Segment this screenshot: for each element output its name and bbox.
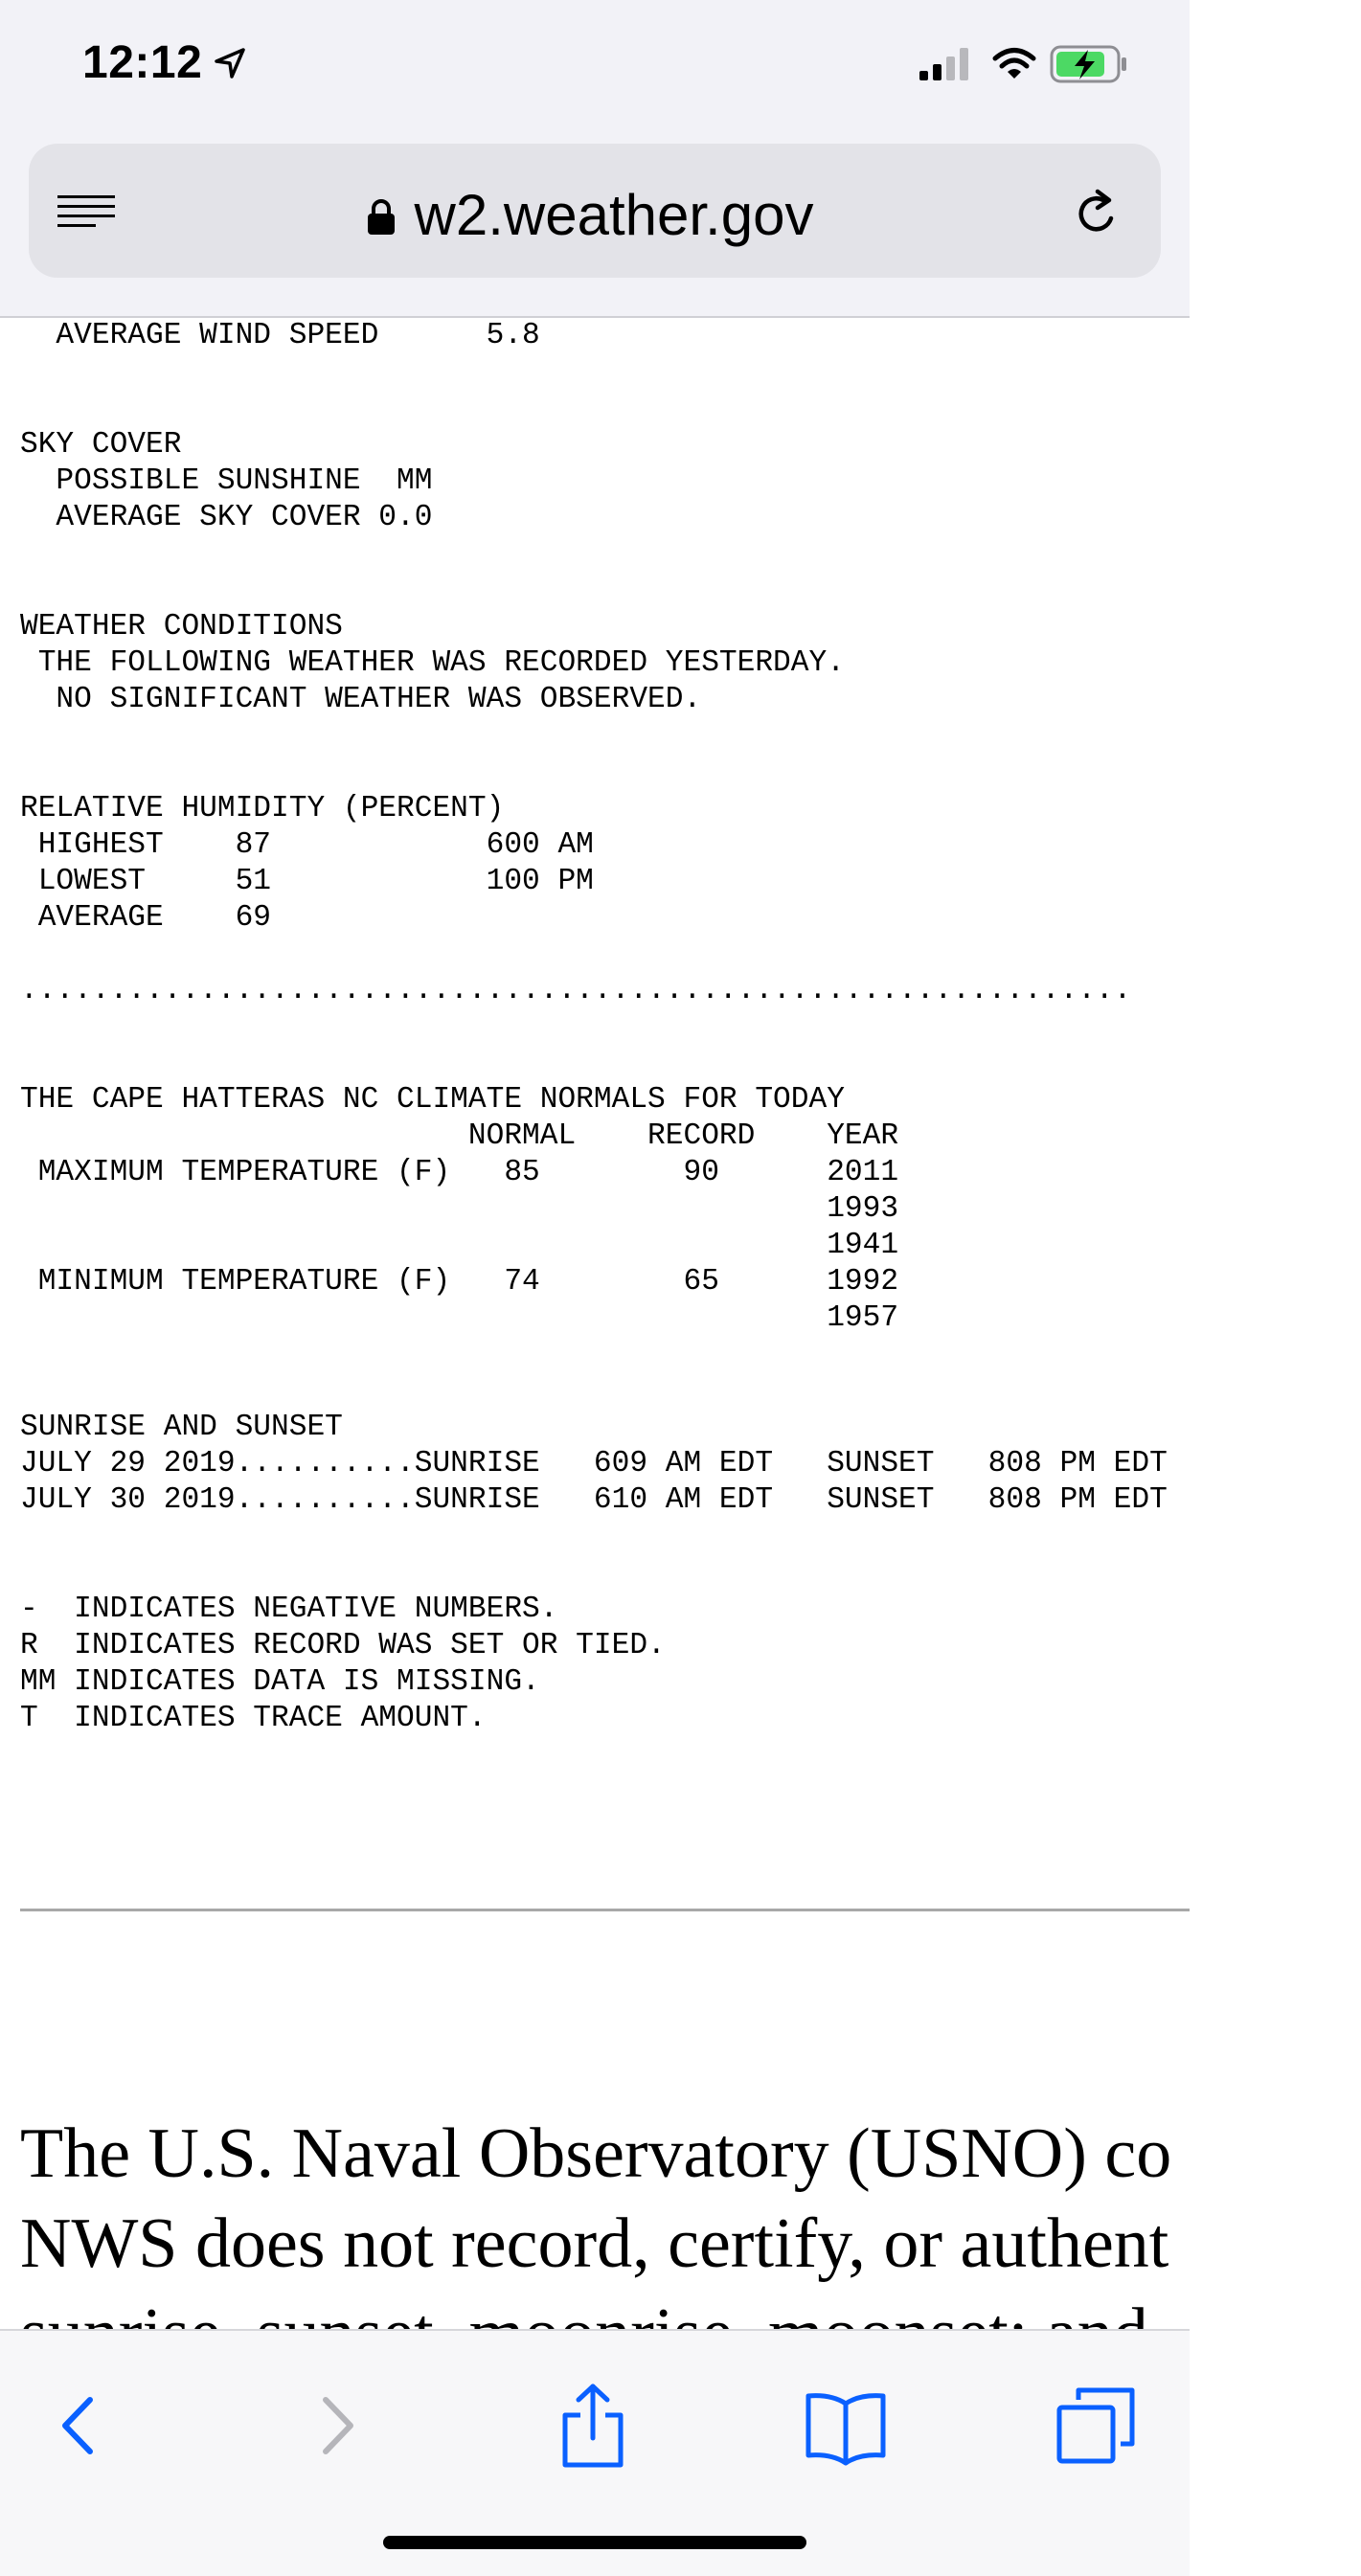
report-line: SUNRISE AND SUNSET	[20, 1411, 343, 1444]
report-line: T INDICATES TRACE AMOUNT.	[20, 1702, 487, 1735]
report-line: WEATHER CONDITIONS	[20, 610, 343, 644]
disclaimer-line-2: NWS does not record, certify, or authent	[20, 2204, 1169, 2283]
report-line: 1993	[20, 1192, 899, 1226]
tabs-icon[interactable]	[1054, 2383, 1140, 2469]
report-line: AVERAGE 69	[20, 901, 272, 935]
report-line: MM INDICATES DATA IS MISSING.	[20, 1665, 540, 1699]
reload-icon[interactable]	[1073, 190, 1123, 239]
url-text[interactable]: w2.weather.gov	[414, 183, 814, 247]
report-line: R INDICATES RECORD WAS SET OR TIED.	[20, 1629, 666, 1662]
report-line: HIGHEST 87 600 AM	[20, 828, 594, 862]
report-line: THE CAPE HATTERAS NC CLIMATE NORMALS FOR TODAY	[20, 1083, 845, 1117]
report-line: SKY COVER	[20, 428, 182, 462]
climate-report-text	[20, 318, 1168, 1737]
report-line: MINIMUM TEMPERATURE (F) 74 65 1992	[20, 1265, 899, 1299]
report-line: - INDICATES NEGATIVE NUMBERS.	[20, 1593, 558, 1626]
disclaimer-line-1: The U.S. Naval Observatory (USNO) co	[20, 2114, 1172, 2193]
report-line: NORMAL RECORD YEAR	[20, 1119, 899, 1153]
report-line: ..............................................................	[20, 974, 1132, 1007]
report-line: JULY 29 2019..........SUNRISE 609 AM EDT SUNSET 808 PM EDT	[20, 1447, 1168, 1480]
report-line: AVERAGE WIND SPEED 5.8	[20, 319, 540, 352]
browser-header	[0, 134, 1190, 318]
report-line: 1941	[20, 1229, 899, 1262]
address-bar[interactable]	[29, 144, 1161, 278]
report-line: POSSIBLE SUNSHINE MM	[20, 464, 433, 498]
report-line: AVERAGE SKY COVER 0.0	[20, 501, 433, 534]
report-line: JULY 30 2019..........SUNRISE 610 AM EDT SUNSET 808 PM EDT	[20, 1483, 1168, 1517]
page-content	[0, 318, 1190, 2329]
report-line: NO SIGNIFICANT WEATHER WAS OBSERVED.	[20, 683, 702, 716]
location-arrow-icon	[213, 46, 247, 80]
report-line: RELATIVE HUMIDITY (PERCENT)	[20, 792, 505, 825]
wifi-icon	[992, 46, 1036, 82]
report-line: LOWEST 51 100 PM	[20, 865, 594, 898]
battery-charging-icon	[1050, 44, 1128, 84]
report-line: 1957	[20, 1301, 899, 1335]
bookmarks-icon[interactable]	[803, 2383, 889, 2469]
share-icon[interactable]	[550, 2383, 636, 2469]
horizontal-rule	[20, 1909, 1190, 1911]
back-icon[interactable]	[34, 2383, 121, 2469]
status-time: 12:12	[82, 37, 203, 88]
report-line: MAXIMUM TEMPERATURE (F) 85 90 2011	[20, 1156, 899, 1189]
home-indicator	[383, 2536, 806, 2549]
cellular-signal-icon	[918, 46, 971, 82]
forward-icon[interactable]	[295, 2383, 381, 2469]
status-bar	[0, 0, 1190, 134]
report-line: THE FOLLOWING WEATHER WAS RECORDED YESTERDAY.	[20, 646, 845, 680]
